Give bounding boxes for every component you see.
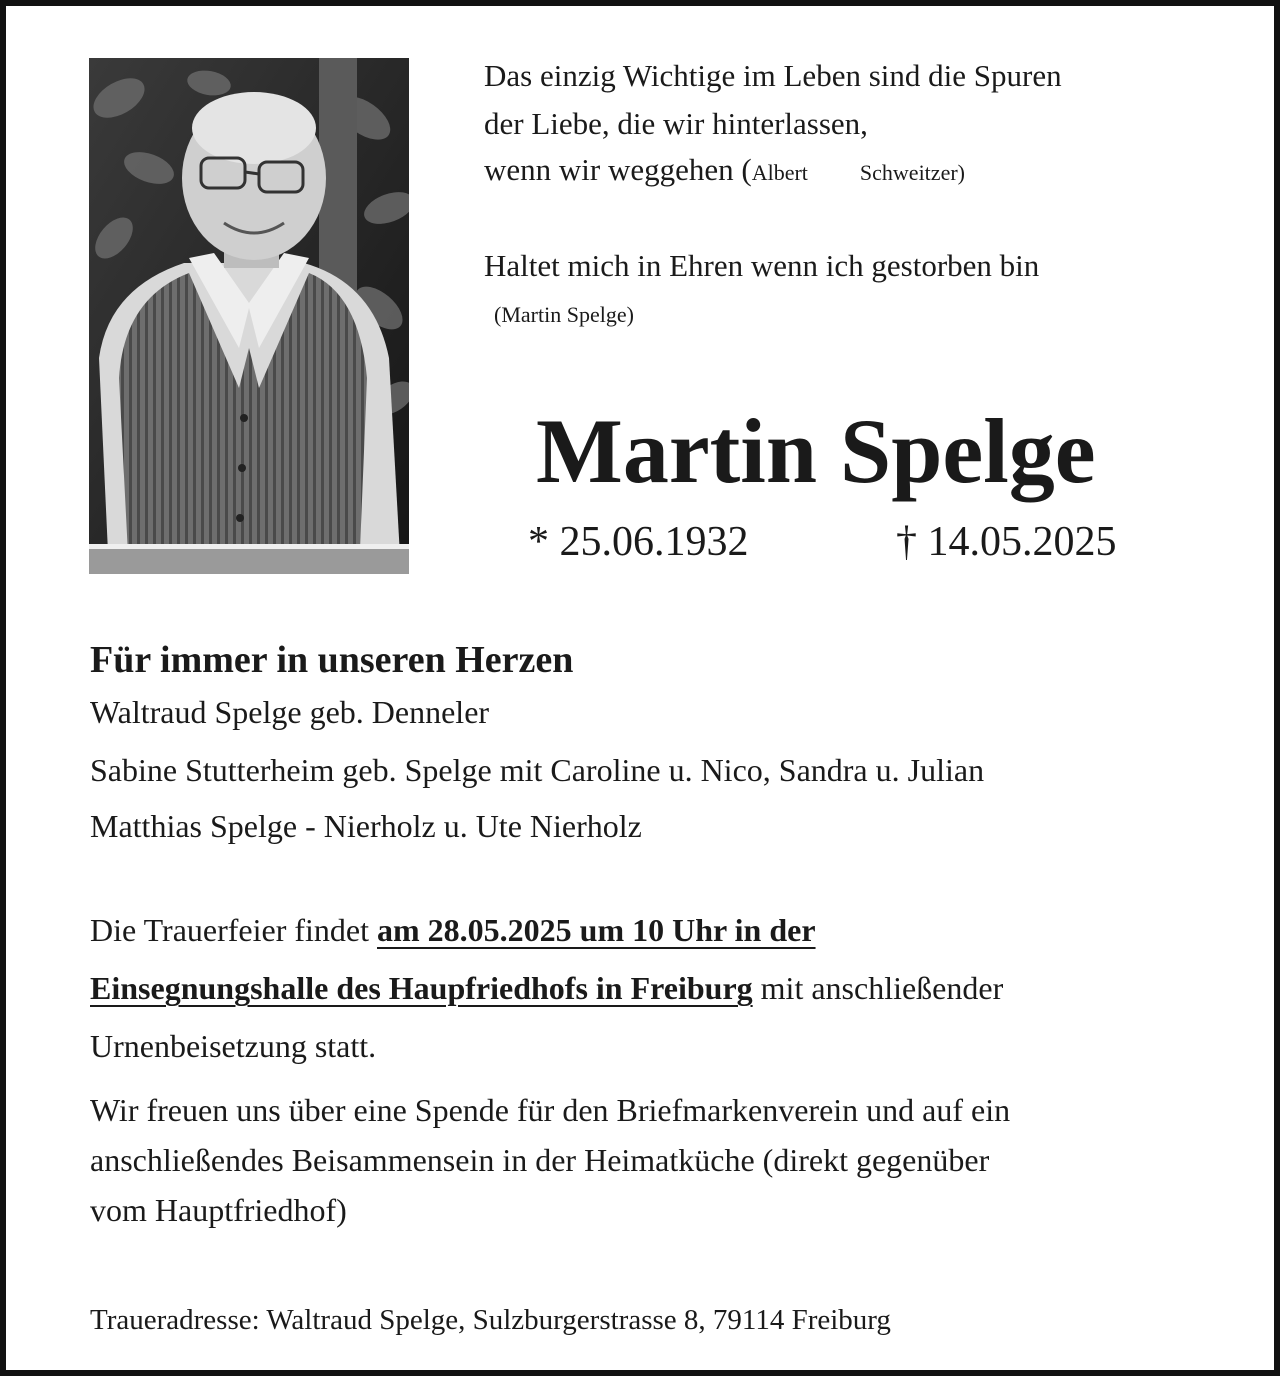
quote1-line1: Das einzig Wichtige im Leben sind die Spuren bbox=[484, 58, 1062, 93]
deceased-name: Martin Spelge bbox=[536, 400, 1096, 502]
birth-date: * 25.06.1932 bbox=[528, 519, 749, 565]
mourner-line-1: Waltraud Spelge geb. Denneler bbox=[90, 694, 490, 730]
quote2-line1: Haltet mich in Ehren wenn ich gestorben bin bbox=[484, 248, 1040, 283]
mourners-heading: Für immer in unseren Herzen bbox=[90, 639, 574, 681]
donation-line-3: vom Hauptfriedhof) bbox=[90, 1192, 347, 1228]
ceremony-line-2 bbox=[90, 970, 1003, 1007]
quote1-author-first: Albert bbox=[751, 160, 808, 185]
quote1-line3 bbox=[484, 152, 965, 191]
quote1-author-last: Schweitzer) bbox=[859, 160, 965, 185]
death-date: † 14.05.2025 bbox=[896, 519, 1117, 565]
ceremony-highlight-1: am 28.05.2025 um 10 Uhr in der bbox=[377, 912, 816, 948]
ceremony-line-3: Urnenbeisetzung statt. bbox=[90, 1028, 377, 1064]
portrait-image bbox=[89, 58, 409, 574]
quote2-author: (Martin Spelge) bbox=[494, 302, 634, 327]
mourner-line-2: Sabine Stutterheim geb. Spelge mit Caroline u. Nico, Sandra u. Julian bbox=[90, 752, 985, 788]
ceremony-intro: Die Trauerfeier findet bbox=[90, 912, 378, 948]
mourner-line-3: Matthias Spelge - Nierholz u. Ute Nierholz bbox=[90, 808, 642, 844]
ceremony-line-1 bbox=[90, 912, 816, 949]
quote1-line3-text: wenn wir weggehen ( bbox=[484, 152, 752, 187]
donation-line-1: Wir freuen uns über eine Spende für den Briefmarkenverein und auf ein bbox=[90, 1092, 1011, 1128]
ceremony-highlight-2: Einsegnungshalle des Haupfriedhofs in Freiburg bbox=[90, 970, 753, 1006]
mourning-address: Traueradresse: Waltraud Spelge, Sulzburgerstrasse 8, 79114 Freiburg bbox=[90, 1304, 891, 1336]
ceremony-after: mit anschließender bbox=[752, 970, 1004, 1006]
portrait-photo bbox=[89, 58, 409, 574]
donation-line-2: anschließendes Beisammensein in der Heimatküche (direkt gegenüber bbox=[90, 1142, 990, 1178]
quote1-line2: der Liebe, die wir hinterlassen, bbox=[484, 106, 868, 141]
